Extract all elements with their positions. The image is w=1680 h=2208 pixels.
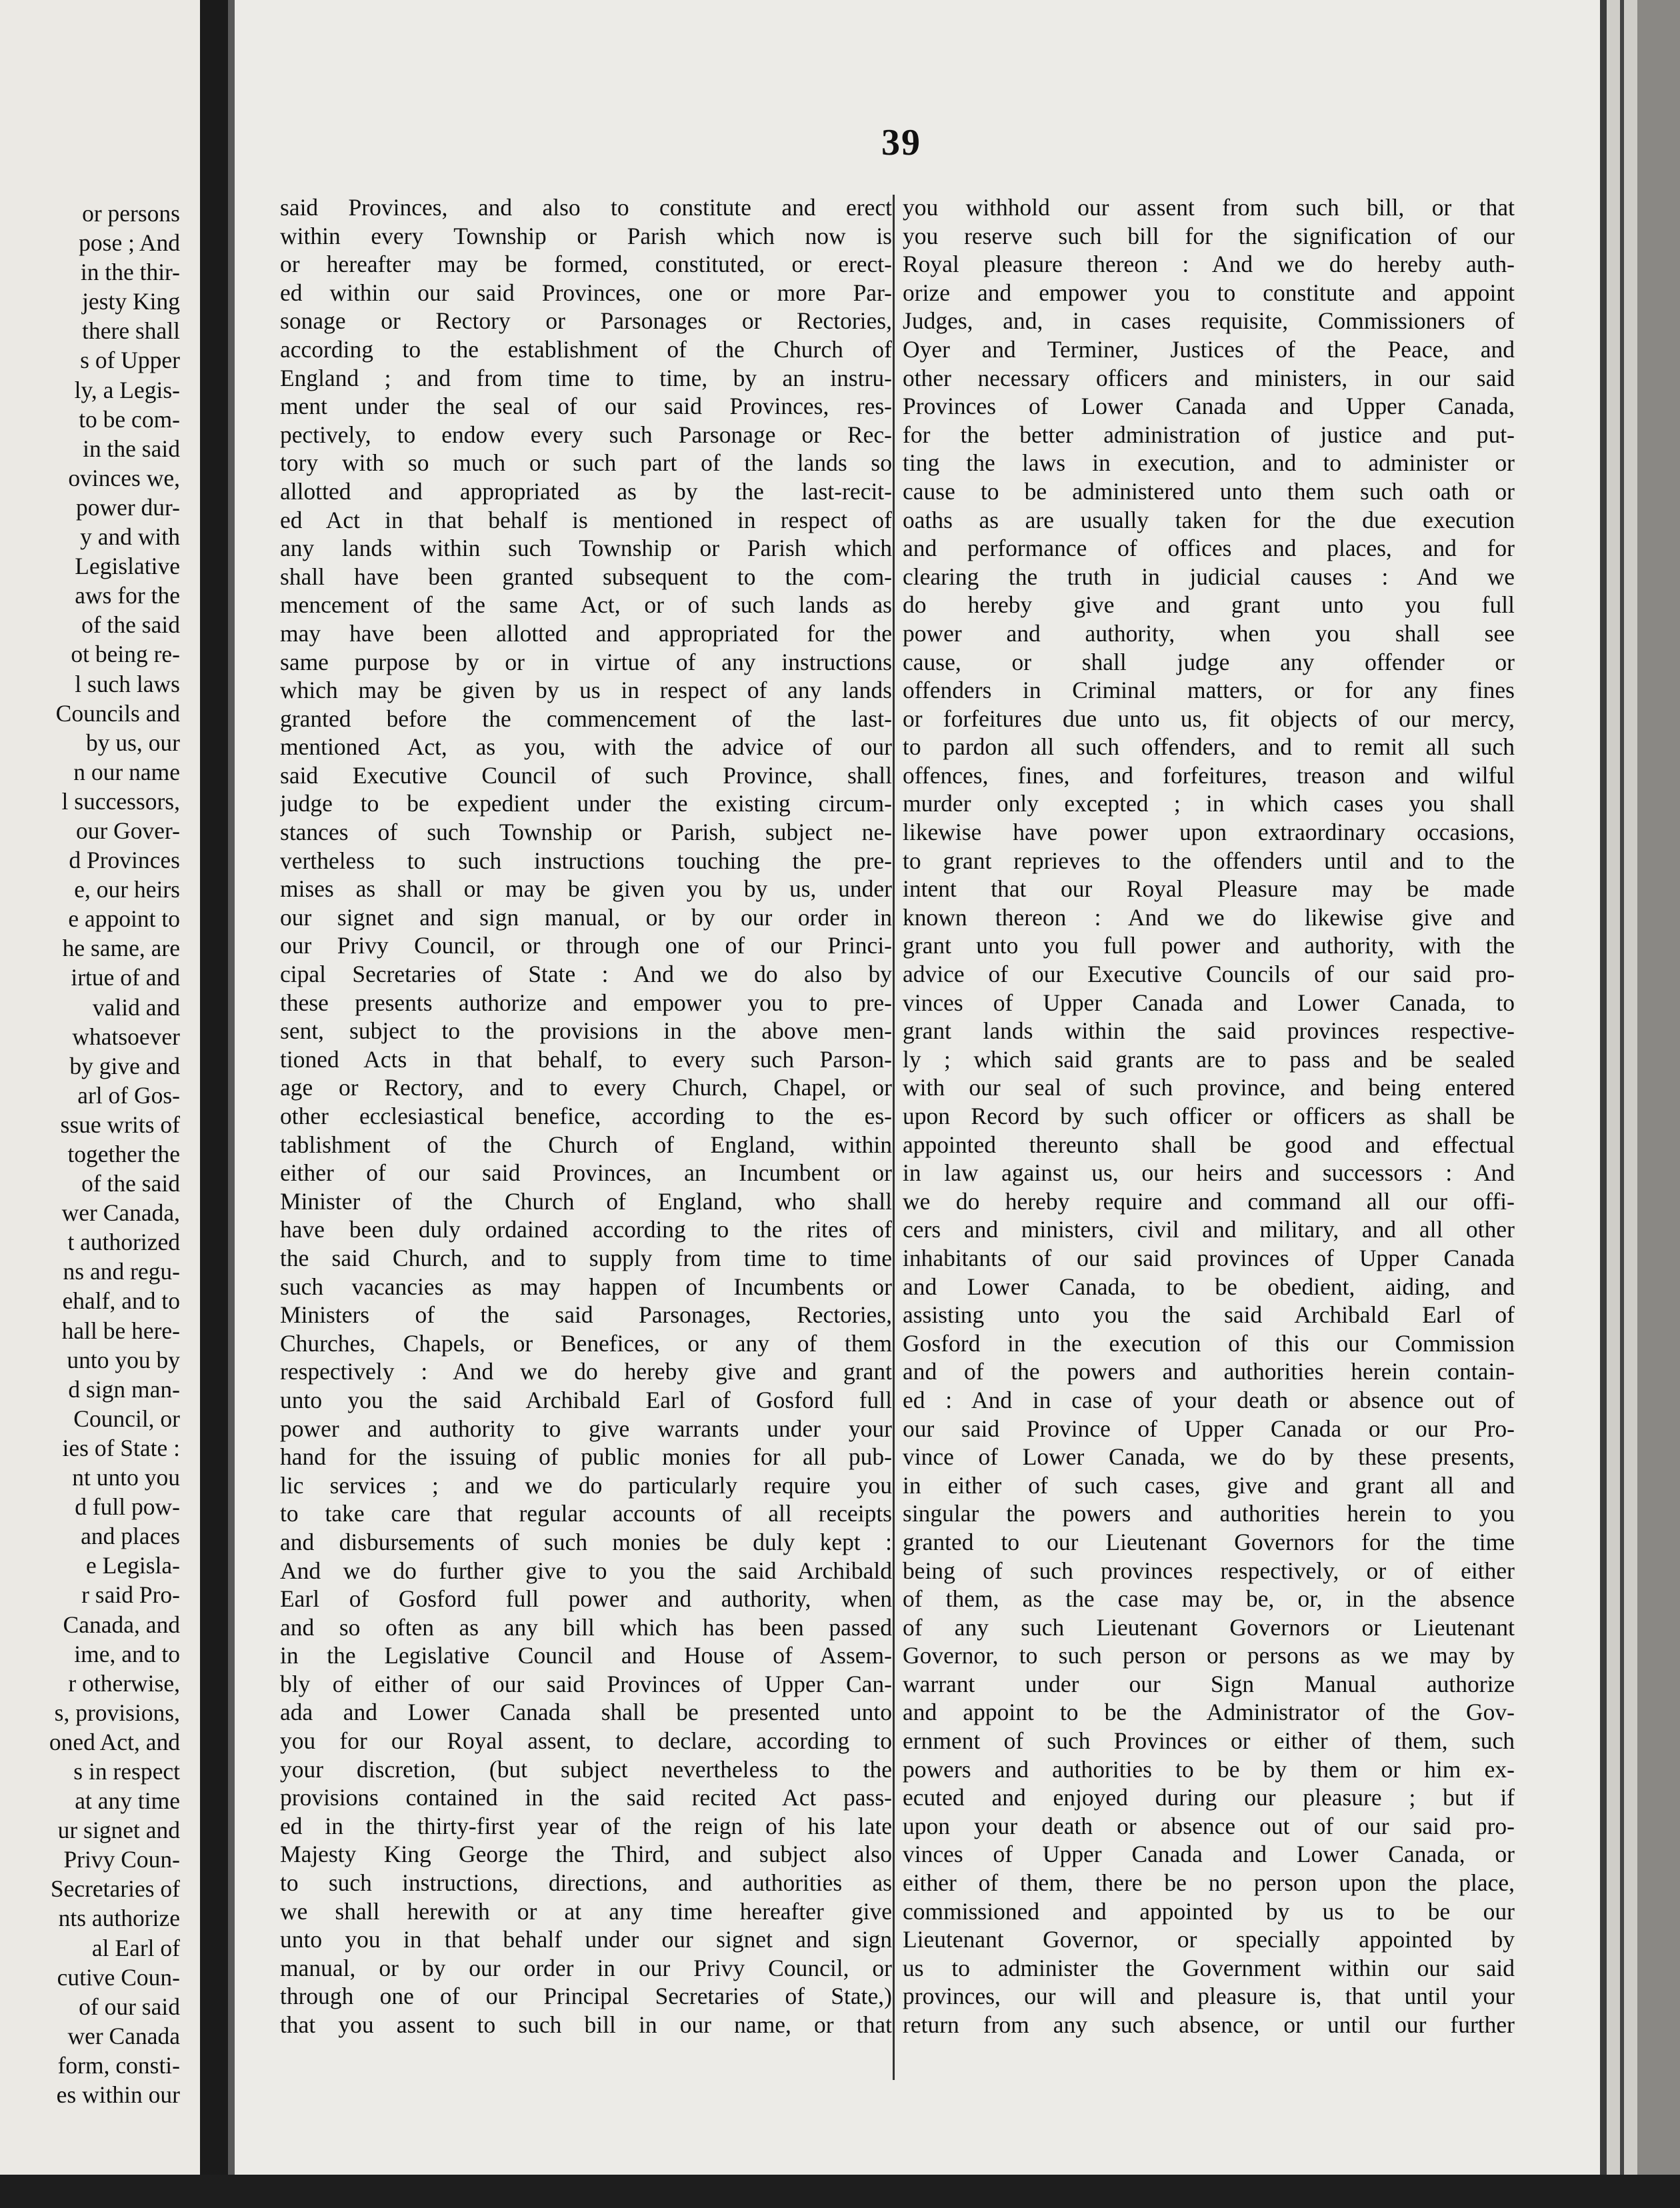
text-line: pectively, to endow every such Parsonage or Rec-	[280, 421, 892, 448]
text-line: being of such provinces respectively, or of either	[903, 1557, 1515, 1584]
text-line: ada and Lower Canada shall be presented unto	[280, 1699, 892, 1726]
text-line: n our name	[73, 758, 180, 785]
text-line: Privy Coun-	[63, 1846, 180, 1873]
text-line: vertheless to such instructions touching the pre-	[280, 847, 892, 874]
text-line: in the thir-	[80, 259, 180, 286]
text-line: or forfeitures due unto us, fit objects of our mercy,	[903, 705, 1515, 732]
text-line: you withhold our assent from such bill, or that	[903, 194, 1515, 221]
text-line: vinces of Upper Canada and Lower Canada, or	[903, 1841, 1515, 1868]
text-line: mencement of the same Act, or of such lands as	[280, 591, 892, 619]
text-line: said Executive Council of such Province, shall	[280, 761, 892, 789]
text-line: our signet and sign manual, or by our order in	[280, 903, 892, 931]
text-line: r otherwise,	[68, 1669, 180, 1697]
text-line: sonage or Rectory or Parsonages or Rectories,	[280, 307, 892, 335]
text-line: jesty King	[82, 288, 180, 315]
text-line: our Gover-	[75, 817, 180, 844]
text-line: within every Township or Parish which now is	[280, 222, 892, 249]
text-line: l successors,	[61, 787, 180, 815]
left-page-fragment	[0, 0, 200, 2208]
text-line: irtue of and	[71, 964, 180, 991]
text-line: may have been allotted and appropriated for the	[280, 619, 892, 647]
text-line: inhabitants of our said provinces of Upper Canada	[903, 1244, 1515, 1271]
text-line: the said Church, and to supply from time to time	[280, 1244, 892, 1271]
text-line: and so often as any bill which has been passed	[280, 1613, 892, 1641]
text-line: he same, are	[62, 935, 180, 962]
text-line: y and with	[80, 523, 180, 551]
text-line: in either of such cases, give and grant all and	[903, 1471, 1515, 1499]
text-line: unto you the said Archibald Earl of Gosford full	[280, 1386, 892, 1413]
text-line: granted to our Lieutenant Governors for the time	[903, 1528, 1515, 1555]
text-line: Lieutenant Governor, or specially appointed by	[903, 1926, 1515, 1953]
text-line: return from any such absence, or until our further	[903, 2011, 1515, 2038]
text-column-right	[903, 193, 1515, 2039]
text-line: and performance of offices and places, and for	[903, 535, 1515, 562]
text-line: ssue writs of	[60, 1111, 180, 1138]
text-line: us to administer the Government within our said	[903, 1954, 1515, 1981]
text-line: grant unto you full power and authority, with the	[903, 932, 1515, 959]
text-line: ed within our said Provinces, one or more Par-	[280, 279, 892, 306]
text-line: ting the laws in execution, and to administer or	[903, 449, 1515, 477]
text-line: at any time	[75, 1787, 180, 1815]
text-line: e Legisla-	[86, 1552, 180, 1579]
text-line: likewise have power upon extraordinary occasions,	[903, 819, 1515, 846]
text-line: manual, or by our order in our Privy Council, or	[280, 1954, 892, 1981]
text-line: commissioned and appointed by us to be our	[903, 1897, 1515, 1925]
text-line: by give and	[69, 1052, 180, 1079]
text-line: vince of Lower Canada, we do by these presents,	[903, 1443, 1515, 1471]
text-line: and disbursements of such monies be duly kept :	[280, 1528, 892, 1555]
text-line: oaths as are usually taken for the due execution	[903, 506, 1515, 533]
text-line: known thereon : And we do likewise give and	[903, 903, 1515, 931]
text-line: ot being re-	[71, 641, 180, 668]
text-line: ies of State :	[62, 1434, 180, 1461]
text-line: power and authority to give warrants under your	[280, 1415, 892, 1442]
text-column-left	[280, 193, 892, 2039]
text-line: valid and	[92, 993, 180, 1021]
text-line: power dur-	[75, 493, 180, 521]
text-line: Churches, Chapels, or Benefices, or any of them	[280, 1329, 892, 1357]
text-line: mises as shall or may be given you by us, under	[280, 875, 892, 903]
text-line: wer Canada	[67, 2022, 180, 2049]
text-line: powers and authorities to be by them or him ex-	[903, 1755, 1515, 1783]
text-line: ur signet and	[57, 1817, 180, 1844]
text-line: Majesty King George the Third, and subject also	[280, 1841, 892, 1868]
text-line: that you assent to such bill in our name, or that	[280, 2011, 892, 2038]
text-line: have been duly ordained according to the rites of	[280, 1216, 892, 1243]
text-line: Governor, to such person or persons as we may by	[903, 1642, 1515, 1669]
text-line: with our seal of such province, and being entered	[903, 1074, 1515, 1101]
text-line: e, our heirs	[74, 876, 180, 903]
text-line: orize and empower you to constitute and appoint	[903, 279, 1515, 306]
text-line: bly of either of our said Provinces of Upper Can-	[280, 1670, 892, 1697]
text-line: of our said	[79, 1993, 180, 2020]
text-line: sent, subject to the provisions in the above men-	[280, 1017, 892, 1045]
text-line: we shall herewith or at any time hereafter give	[280, 1897, 892, 1925]
text-line: our Privy Council, or through one of our Princi-	[280, 932, 892, 959]
text-line: ed Act in that behalf is mentioned in respect of	[280, 506, 892, 533]
text-line: ly, a Legis-	[74, 376, 180, 403]
text-line: together the	[67, 1141, 180, 1167]
text-line: to be com-	[79, 405, 180, 433]
page-39	[235, 0, 1600, 2208]
text-line: provinces, our will and pleasure is, that until your	[903, 1983, 1515, 2010]
text-line: Ministers of the said Parsonages, Rectories,	[280, 1301, 892, 1329]
text-line: Canada, and	[63, 1611, 180, 1638]
text-line: mentioned Act, as you, with the advice of our	[280, 733, 892, 761]
page-number: 39	[881, 122, 921, 163]
text-line: cutive Coun-	[57, 1963, 180, 1991]
text-line: nts authorize	[58, 1905, 180, 1932]
text-line: Minister of the Church of England, who shall	[280, 1187, 892, 1215]
text-line: England ; and from time to time, by an instru-	[280, 364, 892, 391]
text-line: other ecclesiastical benefice, according to the es-	[280, 1103, 892, 1129]
text-line: allotted and appropriated as by the last-recit-	[280, 477, 892, 505]
text-line: said Provinces, and also to constitute and erect	[280, 194, 892, 221]
text-line: such vacancies as may happen of Incumbents or	[280, 1273, 892, 1300]
text-line: Provinces of Lower Canada and Upper Canada,	[903, 393, 1515, 420]
text-line: aws for the	[75, 582, 180, 609]
text-line: vinces of Upper Canada and Lower Canada, to	[903, 989, 1515, 1016]
text-line: to take care that regular accounts of all receipts	[280, 1500, 892, 1527]
text-line: and of the powers and authorities herein contain-	[903, 1358, 1515, 1385]
text-line: ns and regu-	[63, 1258, 180, 1285]
text-line: d Provinces	[69, 847, 180, 874]
text-line: any lands within such Township or Parish which	[280, 535, 892, 562]
text-line: ovinces we,	[68, 464, 180, 491]
text-line: offenders in Criminal matters, or for any fines	[903, 677, 1515, 704]
text-line: or hereafter may be formed, constituted, or erect-	[280, 251, 892, 278]
text-line: oned Act, and	[49, 1728, 180, 1755]
text-line: hall be here-	[61, 1317, 180, 1344]
text-line: offences, fines, and forfeitures, treason and wilful	[903, 761, 1515, 789]
text-line: ed : And in case of your death or absence out of	[903, 1386, 1515, 1413]
text-line: we do hereby require and command all our offi-	[903, 1187, 1515, 1215]
text-line: of them, as the case may be, or, in the absence	[903, 1585, 1515, 1613]
text-line: nt unto you	[72, 1464, 180, 1491]
text-line: cause to be administered unto them such oath or	[903, 477, 1515, 505]
text-line: Royal pleasure thereon : And we do hereby auth-	[903, 251, 1515, 278]
text-line: to pardon all such offenders, and to remit all such	[903, 733, 1515, 761]
text-line: Oyer and Terminer, Justices of the Peace, and	[903, 335, 1515, 363]
text-line: wer Canada,	[61, 1199, 180, 1227]
text-line: assisting unto you the said Archibald Earl of	[903, 1301, 1515, 1329]
text-line: Judges, and, in cases requisite, Commissioners of	[903, 307, 1515, 335]
text-line: to grant reprieves to the offenders until and to the	[903, 847, 1515, 874]
text-line: tablishment of the Church of England, within	[280, 1131, 892, 1158]
text-line: whatsoever	[72, 1023, 180, 1050]
text-line: d sign man-	[68, 1375, 180, 1403]
text-line: grant lands within the said provinces respective-	[903, 1017, 1515, 1045]
text-line: judge to be expedient under the existing circum-	[280, 790, 892, 817]
text-line: tioned Acts in that behalf, to every such Parson-	[280, 1045, 892, 1073]
text-line: there shall	[82, 317, 180, 345]
text-line: granted before the commencement of the last-	[280, 705, 892, 732]
text-line: respectively : And we do hereby give and grant	[280, 1358, 892, 1385]
text-line: of any such Lieutenant Governors or Lieutenant	[903, 1613, 1515, 1641]
text-line: tory with so much or such part of the lands so	[280, 449, 892, 477]
text-line: upon your death or absence out of our said pro-	[903, 1812, 1515, 1839]
text-line: advice of our Executive Councils of our said pro-	[903, 961, 1515, 988]
text-line: ment under the seal of our said Provinces, res-	[280, 393, 892, 420]
text-line: in the said	[83, 435, 180, 462]
text-line: s, provisions,	[54, 1699, 180, 1726]
text-line: pose ; And	[79, 229, 180, 257]
text-line: es within our	[56, 2081, 180, 2108]
page-edge	[1600, 0, 1680, 2208]
text-line: in law against us, our heirs and successors : And	[903, 1159, 1515, 1187]
text-line: cers and ministers, civil and military, and all other	[903, 1216, 1515, 1243]
text-line: of the said	[81, 1170, 180, 1197]
text-line: Secretaries of	[50, 1875, 180, 1903]
text-line: shall have been granted subsequent to the com-	[280, 563, 892, 590]
text-line: and Lower Canada, to be obedient, aiding, and	[903, 1273, 1515, 1300]
text-line: s in respect	[73, 1757, 180, 1785]
text-line: ly ; which said grants are to pass and be sealed	[903, 1045, 1515, 1073]
text-line: e appoint to	[68, 905, 180, 933]
text-line: and appoint to be the Administrator of the Gov-	[903, 1699, 1515, 1726]
text-line: form, consti-	[57, 2051, 180, 2079]
text-line: Earl of Gosford full power and authority, when	[280, 1585, 892, 1613]
left-page-text	[0, 199, 180, 2109]
text-line: And we do further give to you the said Archibald	[280, 1557, 892, 1584]
text-line: in the Legislative Council and House of Assem-	[280, 1642, 892, 1669]
text-line: other necessary officers and ministers, in our said	[903, 364, 1515, 391]
text-line: d full pow-	[75, 1493, 180, 1521]
text-line: upon Record by such officer or officers as shall be	[903, 1103, 1515, 1129]
text-line: for the better administration of justice and put-	[903, 421, 1515, 448]
text-line: unto you in that behalf under our signet and sign	[280, 1926, 892, 1953]
text-line: or persons	[82, 200, 180, 227]
text-line: cipal Secretaries of State : And we do also by	[280, 961, 892, 988]
text-line: to such instructions, directions, and authorities as	[280, 1869, 892, 1897]
text-line: these presents authorize and empower you to pre-	[280, 989, 892, 1016]
text-line: and places	[81, 1523, 180, 1550]
text-line: warrant under our Sign Manual authorize	[903, 1670, 1515, 1697]
text-line: ime, and to	[74, 1640, 180, 1667]
text-line: stances of such Township or Parish, subject ne-	[280, 819, 892, 846]
text-line: Legislative	[75, 553, 180, 580]
text-line: clearing the truth in judicial causes : And we	[903, 563, 1515, 590]
text-line: you reserve such bill for the signification of our	[903, 222, 1515, 249]
text-line: l such laws	[75, 670, 180, 697]
column-divider	[893, 195, 895, 2080]
text-line: which may be given by us in respect of any lands	[280, 677, 892, 704]
text-line: singular the powers and authorities herein to you	[903, 1500, 1515, 1527]
text-line: Councils and	[55, 699, 180, 727]
text-line: lic services ; and we do particularly require you	[280, 1471, 892, 1499]
text-line: s of Upper	[80, 347, 180, 374]
text-line: ecuted and enjoyed during our pleasure ; but if	[903, 1784, 1515, 1811]
text-line: arl of Gos-	[77, 1081, 180, 1109]
text-line: r said Pro-	[81, 1581, 180, 1609]
text-line: provisions contained in the said recited Act pass-	[280, 1784, 892, 1811]
text-line: unto you by	[67, 1346, 180, 1373]
text-line: al Earl of	[91, 1934, 180, 1961]
text-line: same purpose by or in virtue of any instructions	[280, 648, 892, 675]
text-line: power and authority, when you shall see	[903, 619, 1515, 647]
text-line: according to the establishment of the Church of	[280, 335, 892, 363]
text-line: t authorized	[67, 1229, 180, 1256]
scan-bottom-shadow	[0, 2175, 1680, 2208]
book-gutter	[200, 0, 235, 2208]
text-line: of the said	[81, 611, 180, 639]
text-line: cause, or shall judge any offender or	[903, 648, 1515, 675]
text-line: hand for the issuing of public monies for all pub-	[280, 1443, 892, 1471]
text-line: by us, our	[85, 729, 180, 756]
text-line: either of them, there be no person upon the place,	[903, 1869, 1515, 1897]
text-line: either of our said Provinces, an Incumbent or	[280, 1159, 892, 1187]
text-line: our said Province of Upper Canada or our Pro-	[903, 1415, 1515, 1442]
text-line: your discretion, (but subject nevertheless to the	[280, 1755, 892, 1783]
text-line: appointed thereunto shall be good and effectual	[903, 1131, 1515, 1158]
text-line: age or Rectory, and to every Church, Chapel, or	[280, 1074, 892, 1101]
text-line: ernment of such Provinces or either of them, such	[903, 1727, 1515, 1755]
text-line: you for our Royal assent, to declare, according to	[280, 1727, 892, 1755]
text-line: ed in the thirty-first year of the reign of his late	[280, 1812, 892, 1839]
text-line: Council, or	[73, 1405, 180, 1432]
text-line: through one of our Principal Secretaries of State,)	[280, 1983, 892, 2010]
text-line: murder only excepted ; in which cases you shall	[903, 790, 1515, 817]
text-line: do hereby give and grant unto you full	[903, 591, 1515, 619]
text-line: Gosford in the execution of this our Commission	[903, 1329, 1515, 1357]
text-line: intent that our Royal Pleasure may be made	[903, 875, 1515, 903]
text-line: ehalf, and to	[62, 1287, 180, 1315]
